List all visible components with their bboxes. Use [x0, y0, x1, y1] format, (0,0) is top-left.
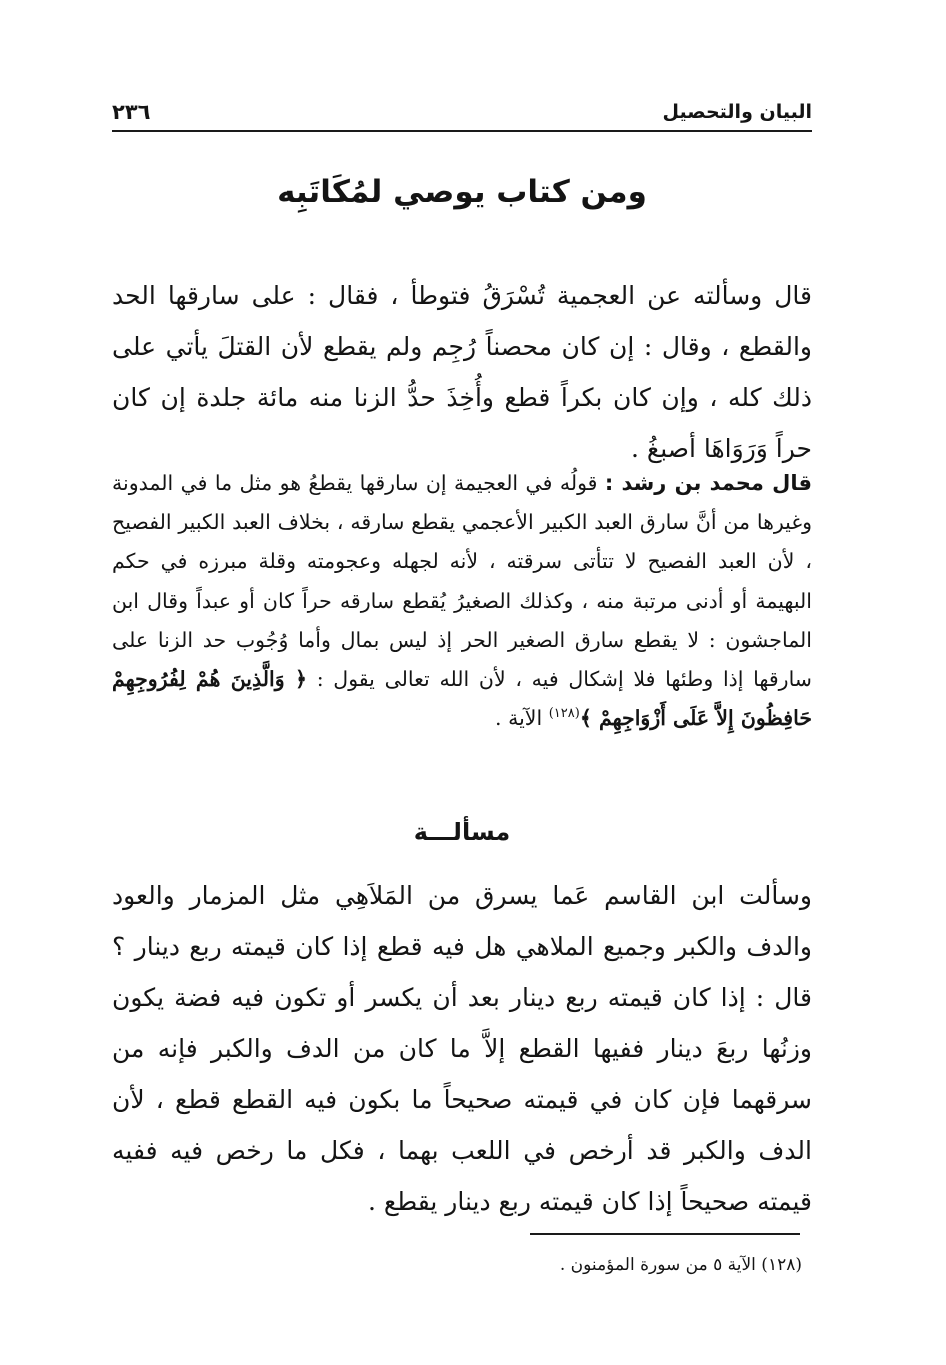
commentary-text: قولُه في العجيمة إن سارقها يقطعُ هو مثل ما في المدونة وغيرها من أنَّ سارق العبد الكبير الأعجمي يقطع سارقه ، بخلاف العبد الكبير الفصيح ، لأن العبد الفصيح لا تتأتى سرقته ، لأنه لجهله وعجومته وقلة مبرزه في حكم البهيمة أو أدنى مرتبة منه ، وكذلك الصغيرُ يُقطع سارقه حراً كان أو عبداً وقال ابن الماجشون : لا يقطع سارق الصغير الحر إذ ليس بمال وأما وُجُوب حد الزنا على سارقها إذا وطئها فلا إشكال فيه ، لأن الله تعالى يقول :	[112, 471, 812, 692]
quran-verse: ﴿ وَالَّذِينَ هُمْ لِفُرُوجِهِمْ حَافِظُونَ إِلاَّ عَلَى أَزْوَاجِهِمْ ﴾	[112, 667, 812, 731]
commentary-paragraph	[112, 464, 862, 738]
running-header	[112, 96, 812, 128]
section-heading: مسألـــة	[413, 818, 511, 846]
commentator-name: قال محمد بن رشد :	[604, 471, 812, 495]
paragraph-theft-of-foreign-slave: قال وسألته عن العجمية تُسْرَقُ فتوطأ ، فقال : على سارقها الحد والقطع ، وقال : إن كان محصناً رُجِم ولم يقطع لأن القتلَ يأتي على ذلك كله ، وإن كان بكراً قطع وأُخِذَ حدُّ الزنا منه مائة جلدة إن كان حراً وَرَوَاهَا أصبغُ .	[112, 281, 812, 463]
book-title: البيان والتحصيل	[662, 101, 812, 123]
verse-ending: الآية .	[495, 706, 543, 731]
footnote-reference: (١٢٨)	[548, 706, 580, 722]
footnote-rule	[530, 1233, 800, 1235]
paragraph-theft-of-instruments: وسألت ابن القاسم عَما يسرق من المَلاَهِي مثل المزمار والعود والدف والكبر وجميع الملاهي هل فيه قطع إذا كان قيمته ربع دينار ؟ قال : إذا كان قيمته ربع دينار بعد أن يكسر أو تكون فيه فضة يكون وزنُها ربعَ دينار ففيها القطع إلاَّ ما كان من الدف والكبر فإنه من سرقهما فإن كان في قيمته صحيحاً ما بكون فيه القطع قطع ، لأن الدف والكبر قد أرخص في اللعب بهما ، فكل ما رخص فيه ففيه قيمته صحيحاً إذا كان قيمته ربع دينار يقطع .	[112, 881, 812, 1216]
chapter-title: ومن كتاب يوصي لمُكَاتَبِه	[277, 174, 647, 210]
header-rule	[112, 130, 812, 132]
footnote: (١٢٨) الآية ٥ من سورة المؤمنون .	[559, 1255, 802, 1275]
page-number: ٢٣٦	[112, 100, 151, 124]
